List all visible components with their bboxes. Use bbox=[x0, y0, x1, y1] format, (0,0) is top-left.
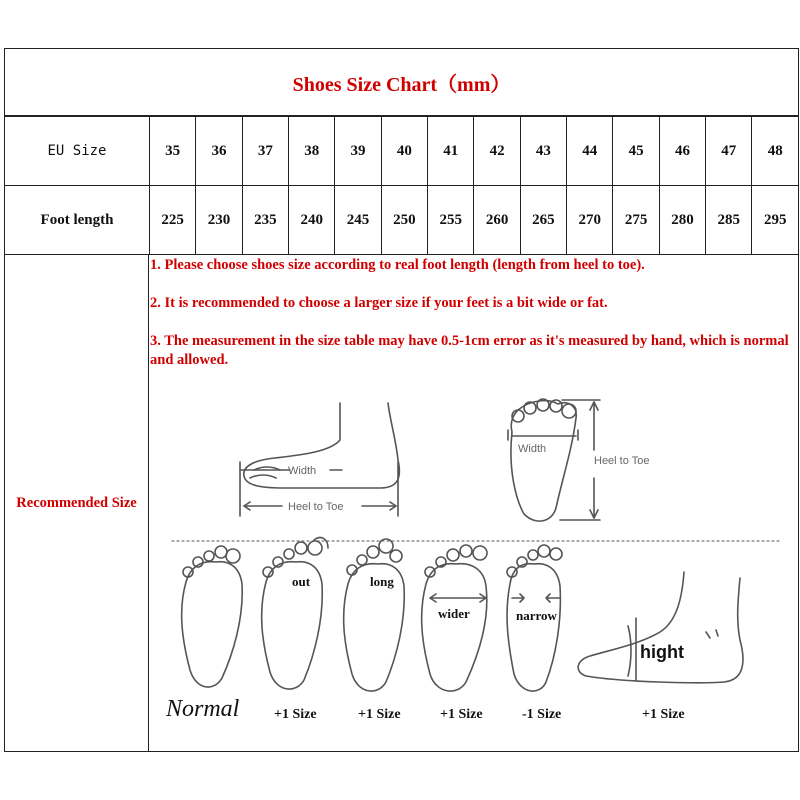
eu-size-cell: 43 bbox=[520, 117, 566, 186]
eu-size-cell: 38 bbox=[289, 117, 335, 186]
eu-size-cell: 40 bbox=[381, 117, 427, 186]
foot-length-cell: 285 bbox=[706, 186, 752, 255]
side-heel-to-toe-label: Heel to Toe bbox=[288, 501, 344, 513]
eu-size-cell: 35 bbox=[150, 117, 196, 186]
eu-size-label: EU Size bbox=[5, 117, 150, 186]
foot-length-label: Foot length bbox=[5, 186, 150, 255]
foot-length-cell: 275 bbox=[613, 186, 659, 255]
eu-size-cell: 48 bbox=[752, 117, 799, 186]
foot-length-cell: 295 bbox=[752, 186, 799, 255]
eu-size-cell: 46 bbox=[659, 117, 705, 186]
foot-length-cell: 260 bbox=[474, 186, 520, 255]
note-3: 3. The measurement in the size table may have 0.5-1cm error as it's measured by hand, which is normal and allowed. bbox=[150, 333, 789, 368]
foot-high-label: hight bbox=[640, 642, 684, 662]
note-1: 1. Please choose shoes size according to real foot length (length from heel to toe). bbox=[150, 257, 645, 273]
top-heel-to-toe-label: Heel to Toe bbox=[594, 455, 650, 467]
foot-high-advice: +1 Size bbox=[642, 707, 685, 722]
side-width-label: Width bbox=[288, 465, 317, 477]
foot-length-cell: 265 bbox=[520, 186, 566, 255]
foot-long-label: long bbox=[370, 574, 394, 589]
eu-size-cell: 39 bbox=[335, 117, 381, 186]
foot-length-cell: 255 bbox=[428, 186, 474, 255]
eu-size-row bbox=[5, 117, 799, 186]
foot-length-cell: 235 bbox=[242, 186, 288, 255]
eu-size-cell: 36 bbox=[196, 117, 242, 186]
foot-out-advice: +1 Size bbox=[274, 707, 317, 722]
foot-long-advice: +1 Size bbox=[358, 707, 401, 722]
foot-length-cell: 245 bbox=[335, 186, 381, 255]
size-table bbox=[4, 116, 799, 255]
foot-narrow-label: narrow bbox=[516, 608, 557, 623]
chart-title: Shoes Size Chart（mm） bbox=[4, 48, 799, 116]
eu-size-cell: 45 bbox=[613, 117, 659, 186]
eu-size-cell: 44 bbox=[567, 117, 613, 186]
foot-length-row bbox=[5, 186, 799, 255]
eu-size-cell: 47 bbox=[706, 117, 752, 186]
foot-length-cell: 250 bbox=[381, 186, 427, 255]
foot-out-label: out bbox=[292, 574, 311, 589]
foot-wider-label: wider bbox=[438, 606, 470, 621]
recommendation-notes bbox=[150, 256, 790, 389]
eu-size-cell: 42 bbox=[474, 117, 520, 186]
foot-normal-label: Normal bbox=[166, 696, 240, 722]
foot-length-cell: 240 bbox=[289, 186, 335, 255]
eu-size-cell: 41 bbox=[428, 117, 474, 186]
foot-length-cell: 225 bbox=[150, 186, 196, 255]
recommended-size-label: Recommended Size bbox=[4, 254, 149, 752]
foot-length-cell: 270 bbox=[567, 186, 613, 255]
foot-wider-advice: +1 Size bbox=[440, 707, 483, 722]
eu-size-cell: 37 bbox=[242, 117, 288, 186]
foot-length-cell: 280 bbox=[659, 186, 705, 255]
note-2: 2. It is recommended to choose a larger size if your feet is a bit wide or fat. bbox=[150, 295, 608, 311]
foot-narrow-advice: -1 Size bbox=[522, 707, 562, 722]
foot-length-cell: 230 bbox=[196, 186, 242, 255]
top-width-label: Width bbox=[518, 443, 547, 455]
